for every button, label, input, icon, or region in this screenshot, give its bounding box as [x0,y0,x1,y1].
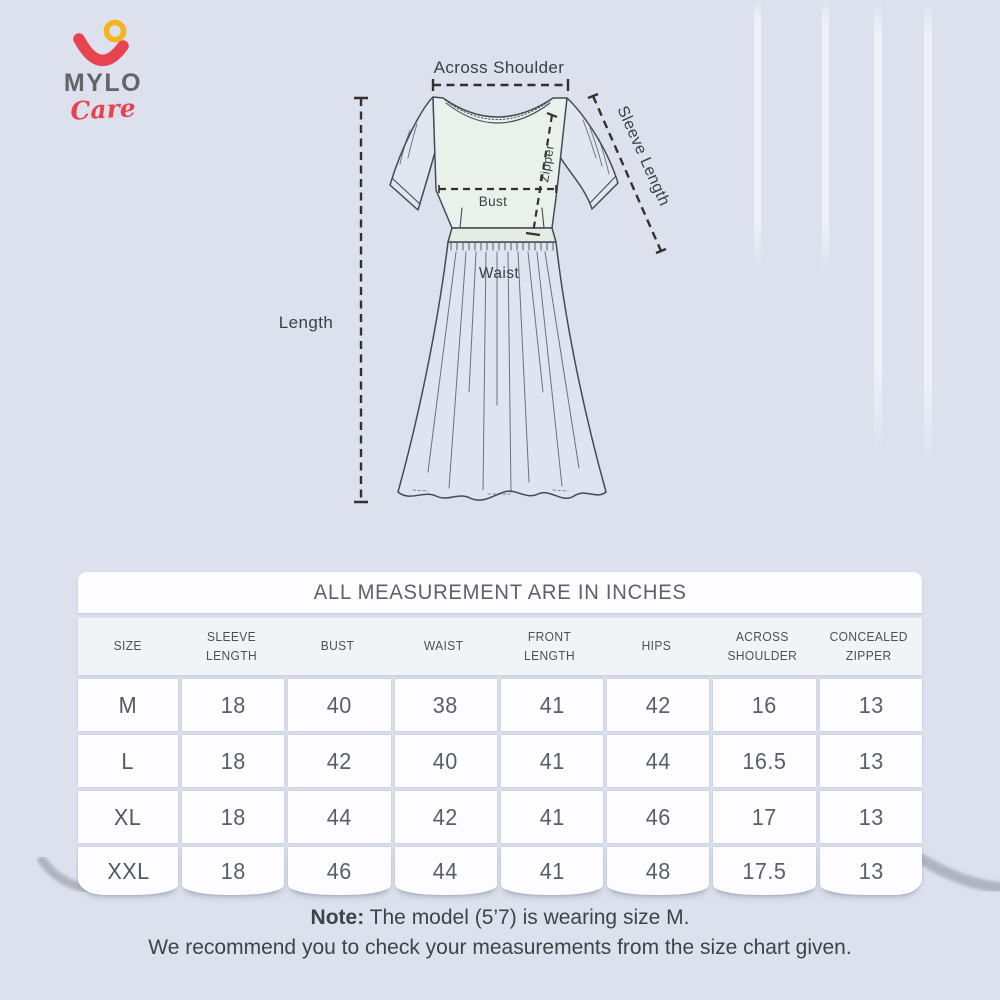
background-light-streak [924,0,932,468]
column-header-bust: BUST [320,639,355,654]
note-line-1 [0,903,1000,933]
size-cell: XL [78,791,178,843]
table-cell: 44 [395,847,497,895]
brand-name: MYLO [63,69,143,97]
column-header-waist: WAIST [423,639,464,654]
column-header-concealed-zipper: CONCEALED ZIPPER [829,630,908,663]
size-cell: L [78,735,178,787]
table-cell: 40 [288,679,390,731]
logo-smile [79,39,123,60]
size-chart-table [78,572,922,895]
smiley-logo-icon [55,16,151,68]
table-cell: 42 [395,791,497,843]
brand-subname: Care [69,93,137,126]
table-cell: 13 [820,791,922,843]
background-light-streak [754,0,761,270]
table-cell: 41 [501,791,603,843]
note-label: Note: [310,906,365,929]
table-cell: 41 [501,847,603,895]
table-cell: 42 [288,735,390,787]
table-cell: 40 [395,735,497,787]
background-light-streak [874,0,882,454]
table-cell: 17.5 [713,847,815,895]
dress-left-sleeve [390,97,435,210]
table-cell: 46 [288,847,390,895]
table-title: ALL MEASUREMENT ARE IN INCHES [313,580,687,604]
dress-sketch [390,97,618,500]
table-cell: 38 [395,679,497,731]
table-cell: 18 [182,791,284,843]
label-bust: Bust [478,194,508,209]
table-cell: 44 [288,791,390,843]
label-sleeve-length: Sleeve Length [613,103,673,209]
table-row-xxl [78,847,922,895]
table-row-m [78,679,922,731]
table-cell: 41 [501,735,603,787]
size-cell: M [78,679,178,731]
column-header-hips: HIPS [641,639,672,654]
logo-ring [107,23,124,40]
dress-right-sleeve [557,98,618,209]
curl-shadow-right [918,857,1000,888]
column-header-across-shoulder: ACROSS SHOULDER [727,630,798,663]
column-header-front-length: FRONT LENGTH [524,630,576,663]
background-light-streak [822,0,829,272]
table-cell: 16 [713,679,815,731]
table-cell: 42 [607,679,709,731]
column-header-size: SIZE [113,639,143,654]
brand-logo [53,16,153,124]
table-cell: 16.5 [713,735,815,787]
note-block [0,903,1000,963]
table-cell: 48 [607,847,709,895]
label-zipper: Zipper [537,143,557,184]
table-cell: 18 [182,847,284,895]
table-cell: 46 [607,791,709,843]
table-cell: 13 [820,847,922,895]
size-cell: XXL [78,847,178,895]
label-length: Length [278,313,334,332]
table-cell: 18 [182,735,284,787]
table-row-l [78,735,922,787]
table-cell: 44 [607,735,709,787]
column-header-sleeve-length: SLEEVE LENGTH [205,630,257,663]
note-text: The model (5’7) is wearing size M. [369,906,690,929]
table-cell: 18 [182,679,284,731]
table-cell: 13 [820,735,922,787]
label-waist: Waist [478,265,520,282]
label-across-shoulder: Across Shoulder [433,58,565,77]
table-cell: 13 [820,679,922,731]
dress-measurement-diagram [250,40,700,560]
table-row-xl [78,791,922,843]
table-cell: 41 [501,679,603,731]
table-cell: 17 [713,791,815,843]
table-header-row [78,618,922,675]
note-line-2: We recommend you to check your measurements from the size chart given. [148,936,852,959]
table-title-bar [78,572,922,613]
